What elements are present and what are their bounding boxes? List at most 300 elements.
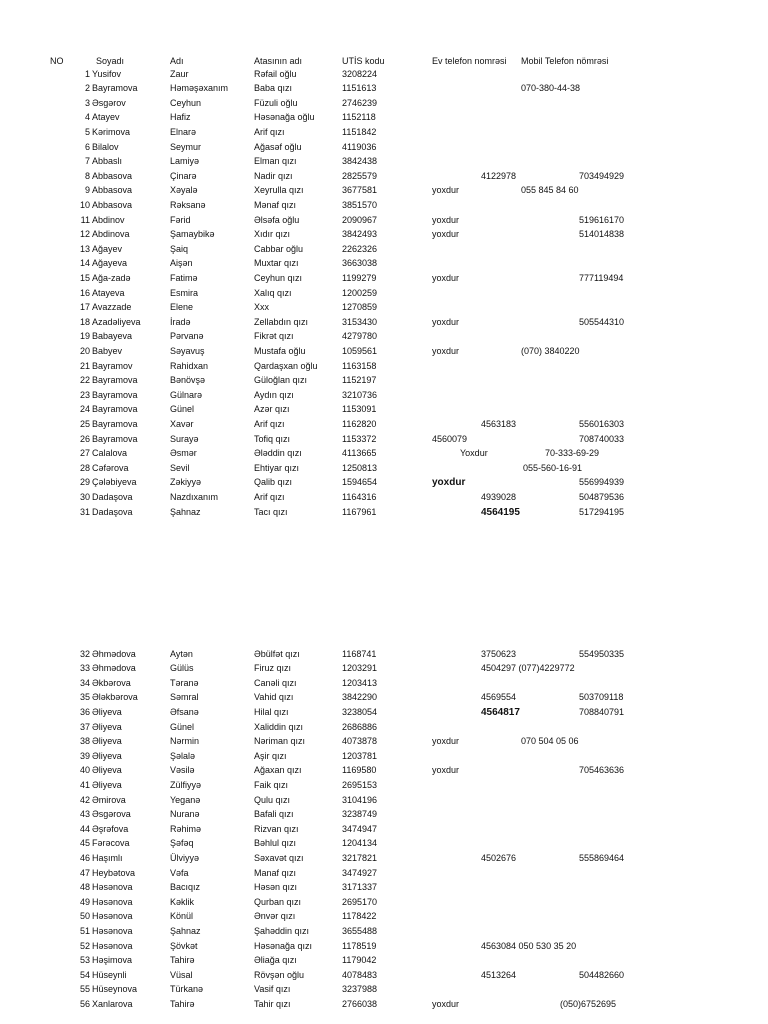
surname-cell: Abbaslı <box>92 156 123 167</box>
first-name-cell: Rahidxan <box>170 360 209 371</box>
father-name-cell: Ehtiyar qızı <box>254 462 300 473</box>
father-name-cell: Qulu qızı <box>254 794 291 805</box>
father-name-cell: Ələddin qızı <box>254 448 302 459</box>
father-name-cell: Füzuli oğlu <box>254 97 298 108</box>
table-row <box>0 476 768 489</box>
first-name-cell: Şəfəq <box>170 838 194 849</box>
phone-cell: yoxdur <box>432 736 460 747</box>
table-row <box>0 706 768 719</box>
row-number: 46 <box>79 852 90 863</box>
phone-cell: (070) 3840220 <box>521 345 580 356</box>
row-number: 54 <box>79 969 90 980</box>
utis-code-cell: 2695170 <box>342 896 378 907</box>
utis-code-cell: 3210736 <box>342 389 378 400</box>
surname-cell: Babyev <box>92 345 123 356</box>
table-row <box>0 301 768 314</box>
phone-cell: 4564195 <box>481 506 520 518</box>
utis-code-cell: 2686886 <box>342 721 378 732</box>
first-name-cell: Səyavuş <box>170 345 205 356</box>
father-name-cell: Baba qızı <box>254 83 293 94</box>
row-number: 32 <box>79 648 90 659</box>
row-number: 16 <box>79 287 90 298</box>
row-number: 26 <box>79 433 90 444</box>
row-number: 40 <box>79 765 90 776</box>
father-name-cell: Xaliddin qızı <box>254 721 304 732</box>
table-row <box>0 823 768 836</box>
first-name-cell: Xəyalə <box>170 185 198 196</box>
surname-cell: Əliyeva <box>92 765 122 776</box>
utis-code-cell: 3474947 <box>342 823 378 834</box>
father-name-cell: Xxx <box>254 302 270 313</box>
surname-cell: Cəfərova <box>92 462 129 473</box>
utis-code-cell: 3677581 <box>342 185 378 196</box>
row-number: 39 <box>79 750 90 761</box>
surname-cell: Çələbiyeva <box>92 477 137 488</box>
table-row <box>0 852 768 865</box>
father-name-cell: Zellabdın qızı <box>254 316 309 327</box>
phone-cell: 4560079 <box>432 433 468 444</box>
surname-cell: Bayramova <box>92 389 138 400</box>
phone-cell: 708740033 <box>579 433 625 444</box>
table-row <box>0 764 768 777</box>
phone-cell: 703494929 <box>579 170 625 181</box>
row-number: 50 <box>79 911 90 922</box>
first-name-cell: Gülüs <box>170 663 194 674</box>
father-name-cell: Mustafa oğlu <box>254 345 306 356</box>
father-name-cell: Əlsəfa oğlu <box>254 214 300 225</box>
surname-cell: Hüseynova <box>92 984 138 995</box>
utis-code-cell: 1162820 <box>342 418 377 429</box>
father-name-cell: Xalıq qızı <box>254 287 292 298</box>
utis-code-cell: 3104196 <box>342 794 378 805</box>
header-utis-code: UTİS kodu <box>342 56 385 66</box>
surname-cell: Bayramov <box>92 360 133 371</box>
utis-code-cell: 1200259 <box>342 287 378 298</box>
utis-code-cell: 2695153 <box>342 779 378 790</box>
row-number: 37 <box>79 721 90 732</box>
first-name-cell: Şaiq <box>170 243 189 254</box>
row-number: 20 <box>79 345 90 356</box>
table-row <box>0 896 768 909</box>
first-name-cell: İradə <box>170 316 191 327</box>
table-row <box>0 998 768 1011</box>
row-number: 3 <box>84 97 90 108</box>
phone-cell: 504879536 <box>579 491 625 502</box>
row-number: 17 <box>79 302 90 313</box>
table-row <box>0 360 768 373</box>
table-row <box>0 910 768 923</box>
utis-code-cell: 1178422 <box>342 911 377 922</box>
phone-cell: (050)6752695 <box>560 998 617 1009</box>
surname-cell: Əkbərova <box>92 677 131 688</box>
surname-cell: Abbasova <box>92 170 133 181</box>
surname-cell: Əhmədova <box>92 663 136 674</box>
first-name-cell: Seymur <box>170 141 202 152</box>
father-name-cell: Tacı qızı <box>254 506 288 517</box>
table-row <box>0 97 768 110</box>
utis-code-cell: 1151842 <box>342 126 377 137</box>
father-name-cell: Vasif qızı <box>254 984 291 995</box>
father-name-cell: Muxtar qızı <box>254 258 299 269</box>
phone-cell: 4569554 <box>481 692 517 703</box>
table-row <box>0 330 768 343</box>
first-name-cell: Bənövşə <box>170 375 206 386</box>
surname-cell: Əhmədova <box>92 648 136 659</box>
first-name-cell: Vəsilə <box>170 765 195 776</box>
table-row <box>0 447 768 460</box>
table-row <box>0 867 768 880</box>
phone-cell: yoxdur <box>432 272 460 283</box>
row-number: 24 <box>79 404 90 415</box>
header-name: Adı <box>170 56 184 66</box>
row-number: 56 <box>79 998 90 1009</box>
first-name-cell: Səmral <box>170 692 199 703</box>
surname-cell: Yusifov <box>92 68 122 79</box>
surname-cell: Həsənova <box>92 882 133 893</box>
row-number: 22 <box>79 375 90 386</box>
header-home-phone: Ev telefon nomrəsi <box>432 56 507 66</box>
father-name-cell: Bəhlul qızı <box>254 838 297 849</box>
first-name-cell: Rəksanə <box>170 199 206 210</box>
first-name-cell: Vəfa <box>170 867 189 878</box>
first-name-cell: Şövkət <box>170 940 198 951</box>
phone-cell: Yoxdur <box>460 448 488 459</box>
father-name-cell: Şahəddin qızı <box>254 925 310 936</box>
phone-cell: yoxdur <box>432 316 460 327</box>
father-name-cell: Rəfail oğlu <box>254 68 297 79</box>
table-row <box>0 141 768 154</box>
table-row <box>0 881 768 894</box>
row-number: 4 <box>84 112 90 123</box>
row-number: 13 <box>79 243 90 254</box>
phone-cell: yoxdur <box>432 345 460 356</box>
utis-code-cell: 1152197 <box>342 375 377 386</box>
utis-code-cell: 2825579 <box>342 170 378 181</box>
surname-cell: Bayramova <box>92 83 138 94</box>
table-row <box>0 418 768 431</box>
phone-cell: yoxdur <box>432 214 460 225</box>
phone-cell: 708840791 <box>579 706 625 717</box>
surname-cell: Hüseynli <box>92 969 127 980</box>
utis-code-cell: 1153091 <box>342 404 377 415</box>
table-row <box>0 170 768 183</box>
table-row <box>0 677 768 690</box>
father-name-cell: Elman qızı <box>254 156 297 167</box>
utis-code-cell: 1203413 <box>342 677 378 688</box>
phone-cell: yoxdur <box>432 229 460 240</box>
surname-cell: Bayramova <box>92 375 138 386</box>
row-number: 15 <box>79 272 90 283</box>
utis-code-cell: 3842290 <box>342 692 378 703</box>
surname-cell: Azadəliyeva <box>92 316 141 327</box>
table-row <box>0 983 768 996</box>
row-number: 5 <box>84 126 90 137</box>
phone-cell: 070 504 05 06 <box>521 736 579 747</box>
row-number: 36 <box>79 706 90 717</box>
row-number: 2 <box>84 83 90 94</box>
utis-code-cell: 1167961 <box>342 506 377 517</box>
first-name-cell: Ceyhun <box>170 97 202 108</box>
surname-cell: Abdinova <box>92 229 130 240</box>
first-name-cell: Şamaybikə <box>170 229 215 240</box>
phone-cell: 503709118 <box>579 692 624 703</box>
first-name-cell: Nazdıxanım <box>170 491 219 502</box>
father-name-cell: Manaf qızı <box>254 867 297 878</box>
row-number: 53 <box>79 955 90 966</box>
table-row <box>0 969 768 982</box>
surname-cell: Həsənova <box>92 940 133 951</box>
row-number: 12 <box>79 229 90 240</box>
utis-code-cell: 1204134 <box>342 838 378 849</box>
header-father-name: Atasının adı <box>254 56 303 66</box>
first-name-cell: Surayə <box>170 433 199 444</box>
table-row <box>0 491 768 504</box>
phone-cell: yoxdur <box>432 765 460 776</box>
surname-cell: Atayeva <box>92 287 125 298</box>
utis-code-cell: 4078483 <box>342 969 378 980</box>
row-number: 28 <box>79 462 90 473</box>
first-name-cell: Türkanə <box>170 984 204 995</box>
row-number: 44 <box>79 823 90 834</box>
header-mobile-phone: Mobil Telefon nömrəsi <box>521 56 609 66</box>
father-name-cell: Güloğlan qızı <box>254 375 308 386</box>
utis-code-cell: 2746239 <box>342 97 378 108</box>
surname-cell: Heybətova <box>92 867 136 878</box>
phone-cell: 4563183 <box>481 418 517 429</box>
row-number: 42 <box>79 794 90 805</box>
row-number: 29 <box>79 477 90 488</box>
phone-cell: yoxdur <box>432 998 460 1009</box>
phone-cell: 4502676 <box>481 852 517 863</box>
utis-code-cell: 1169580 <box>342 765 377 776</box>
first-name-cell: Lamiyə <box>170 156 200 167</box>
utis-code-cell: 3655488 <box>342 925 378 936</box>
surname-cell: Atayev <box>92 112 120 123</box>
utis-code-cell: 4279780 <box>342 331 378 342</box>
table-row <box>0 662 768 675</box>
first-name-cell: Sevil <box>170 462 190 473</box>
utis-code-cell: 3842493 <box>342 229 378 240</box>
first-name-cell: Günel <box>170 404 195 415</box>
father-name-cell: Qurban qızı <box>254 896 302 907</box>
father-name-cell: Qalib qızı <box>254 477 293 488</box>
surname-cell: Həsənova <box>92 911 133 922</box>
surname-cell: Əliyeva <box>92 721 122 732</box>
row-number: 48 <box>79 882 90 893</box>
row-number: 30 <box>79 491 90 502</box>
table-row <box>0 648 768 661</box>
father-name-cell: Xıdır qızı <box>254 229 291 240</box>
surname-cell: Dadaşova <box>92 506 133 517</box>
table-row <box>0 345 768 358</box>
table-row <box>0 735 768 748</box>
row-number: 11 <box>80 214 90 225</box>
table-row <box>0 433 768 446</box>
row-number: 25 <box>79 418 90 429</box>
surname-cell: Həsənova <box>92 896 133 907</box>
phone-cell: 556994939 <box>579 477 625 488</box>
table-row <box>0 68 768 81</box>
father-name-cell: Canəli qızı <box>254 677 297 688</box>
surname-cell: Bilalov <box>92 141 119 152</box>
surname-cell: Fərəcova <box>92 838 130 849</box>
surname-cell: Avazzade <box>92 302 132 313</box>
table-row <box>0 954 768 967</box>
table-row <box>0 272 768 285</box>
utis-code-cell: 3238749 <box>342 809 378 820</box>
row-number: 43 <box>79 809 90 820</box>
father-name-cell: Vahid qızı <box>254 692 294 703</box>
utis-code-cell: 3208224 <box>342 68 378 79</box>
surname-cell: Bayramova <box>92 433 138 444</box>
first-name-cell: Tahirə <box>170 998 195 1009</box>
father-name-cell: Ceyhun qızı <box>254 272 303 283</box>
surname-cell: Əmirova <box>92 794 126 805</box>
row-number: 52 <box>79 940 90 951</box>
row-number: 51 <box>79 925 90 936</box>
table-row <box>0 808 768 821</box>
first-name-cell: Fərid <box>170 214 191 225</box>
first-name-cell: Aişən <box>170 258 193 269</box>
utis-code-cell: 1164316 <box>342 491 377 502</box>
surname-cell: Əliyeva <box>92 706 122 717</box>
phone-cell: 055 845 84 60 <box>521 185 579 196</box>
phone-cell: 4504297 (077)4229772 <box>481 663 575 674</box>
row-number: 31 <box>79 506 90 517</box>
first-name-cell: Könül <box>170 911 194 922</box>
table-row <box>0 794 768 807</box>
utis-code-cell: 1199279 <box>342 272 377 283</box>
surname-cell: Ağa-zadə <box>92 272 131 283</box>
father-name-cell: Nəriman qızı <box>254 736 306 747</box>
phone-cell: 4939028 <box>481 491 517 502</box>
surname-cell: Xanlarova <box>92 998 133 1009</box>
utis-code-cell: 3663038 <box>342 258 378 269</box>
surname-cell: Həşimova <box>92 955 133 966</box>
father-name-cell: Arif qızı <box>254 418 285 429</box>
first-name-cell: Ülviyyə <box>170 852 200 863</box>
utis-code-cell: 3474927 <box>342 867 378 878</box>
surname-cell: Kərimova <box>92 126 131 137</box>
row-number: 49 <box>79 896 90 907</box>
surname-cell: Ələkbərova <box>92 692 138 703</box>
table-row <box>0 721 768 734</box>
father-name-cell: Rizvan qızı <box>254 823 299 834</box>
first-name-cell: Şahnaz <box>170 506 201 517</box>
row-number: 14 <box>79 258 90 269</box>
utis-code-cell: 1250813 <box>342 462 378 473</box>
phone-cell: 504482660 <box>579 969 625 980</box>
surname-cell: Abdinov <box>92 214 125 225</box>
phone-cell: 554950335 <box>579 648 625 659</box>
first-name-cell: Həməşəxanım <box>170 83 229 94</box>
table-row <box>0 403 768 416</box>
utis-code-cell: 1203781 <box>342 750 378 761</box>
table-row <box>0 374 768 387</box>
table-row <box>0 155 768 168</box>
surname-cell: Haşımlı <box>92 852 123 863</box>
utis-code-cell: 1163158 <box>342 360 377 371</box>
table-row <box>0 243 768 256</box>
row-number: 47 <box>79 867 90 878</box>
father-name-cell: Həsənağa oğlu <box>254 112 315 123</box>
first-name-cell: Nərmin <box>170 736 200 747</box>
phone-cell: 4513264 <box>481 969 517 980</box>
father-name-cell: Cabbar oğlu <box>254 243 304 254</box>
father-name-cell: Ağaxan qızı <box>254 765 302 776</box>
first-name-cell: Vüsal <box>170 969 193 980</box>
father-name-cell: Həsən qızı <box>254 882 298 893</box>
table-row <box>0 111 768 124</box>
utis-code-cell: 2262326 <box>342 243 378 254</box>
father-name-cell: Firuz qızı <box>254 663 292 674</box>
row-number: 21 <box>79 360 90 371</box>
first-name-cell: Hafiz <box>170 112 191 123</box>
utis-code-cell: 1179042 <box>342 955 377 966</box>
first-name-cell: Təranə <box>170 677 199 688</box>
first-name-cell: Kəklik <box>170 896 195 907</box>
surname-cell: Abbasova <box>92 185 133 196</box>
header-no: NO <box>50 56 64 66</box>
first-name-cell: Bacıqız <box>170 882 201 893</box>
first-name-cell: Şahnaz <box>170 925 201 936</box>
utis-code-cell: 1151613 <box>342 83 377 94</box>
surname-cell: Həsənova <box>92 925 133 936</box>
first-name-cell: Aytən <box>170 648 193 659</box>
first-name-cell: Xavər <box>170 418 194 429</box>
surname-cell: Əliyeva <box>92 750 122 761</box>
row-number: 33 <box>79 663 90 674</box>
first-name-cell: Yeganə <box>170 794 201 805</box>
surname-cell: Babayeva <box>92 331 133 342</box>
utis-code-cell: 2766038 <box>342 998 378 1009</box>
row-number: 45 <box>79 838 90 849</box>
first-name-cell: Əsmər <box>170 448 197 459</box>
row-number: 34 <box>79 677 90 688</box>
row-number: 8 <box>84 170 90 181</box>
table-row <box>0 462 768 475</box>
row-number: 38 <box>79 736 90 747</box>
surname-cell: Bayramova <box>92 418 138 429</box>
table-row <box>0 228 768 241</box>
surname-cell: Əliyeva <box>92 736 122 747</box>
table-row <box>0 184 768 197</box>
phone-cell: 3750623 <box>481 648 517 659</box>
father-name-cell: Əbülfət qızı <box>254 648 300 659</box>
utis-code-cell: 3851570 <box>342 199 378 210</box>
utis-code-cell: 4073878 <box>342 736 378 747</box>
utis-code-cell: 2090967 <box>342 214 378 225</box>
surname-cell: Əliyeva <box>92 779 122 790</box>
utis-code-cell: 3842438 <box>342 156 378 167</box>
table-row <box>0 389 768 402</box>
father-name-cell: Arif qızı <box>254 491 285 502</box>
row-number: 7 <box>84 156 90 167</box>
phone-cell: 777119494 <box>579 272 624 283</box>
table-row <box>0 316 768 329</box>
table-row <box>0 940 768 953</box>
phone-cell: 505544310 <box>579 316 625 327</box>
surname-cell: Əşrəfova <box>92 823 129 834</box>
father-name-cell: Həsənağa qızı <box>254 940 313 951</box>
first-name-cell: Elnarə <box>170 126 197 137</box>
utis-code-cell: 1270859 <box>342 302 378 313</box>
phone-cell: 556016303 <box>579 418 625 429</box>
first-name-cell: Pərvanə <box>170 331 204 342</box>
table-row <box>0 506 768 519</box>
first-name-cell: Tahirə <box>170 955 195 966</box>
father-name-cell: Aydın qızı <box>254 389 294 400</box>
